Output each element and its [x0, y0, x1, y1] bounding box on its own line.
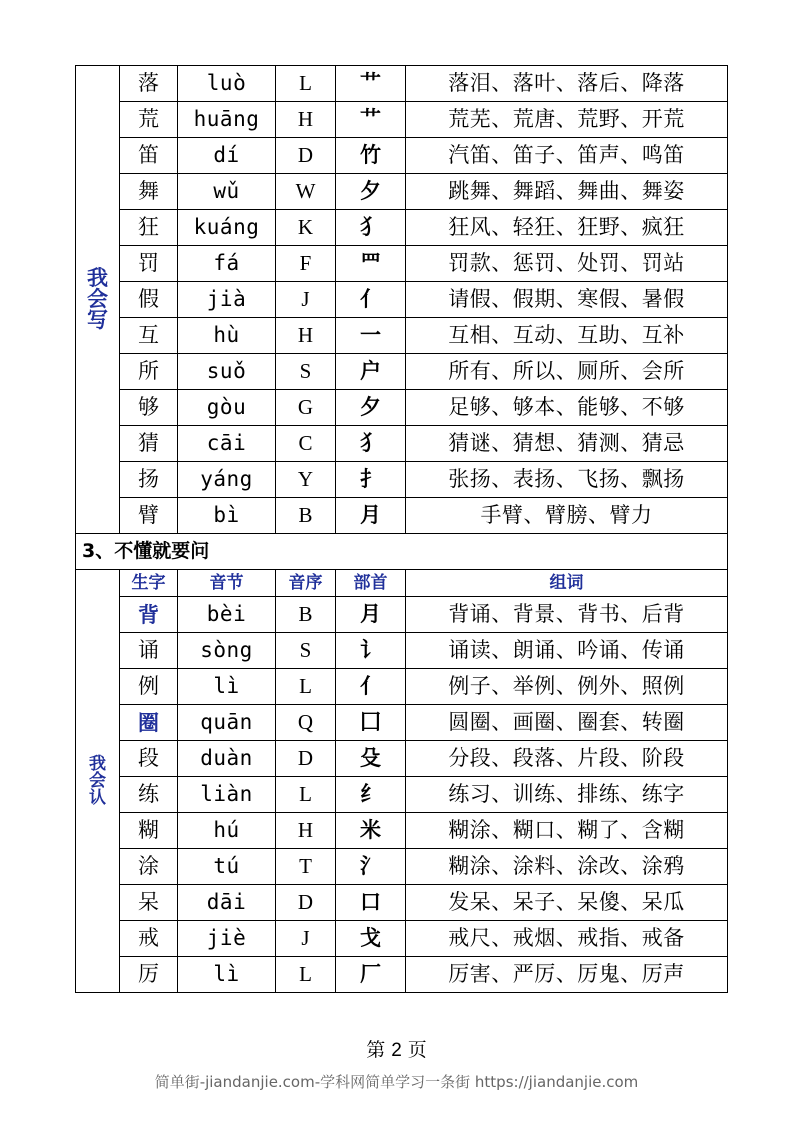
side-label-char: 认	[89, 787, 106, 808]
side-label	[76, 570, 120, 993]
word-group-cell: 所有、所以、厕所、会所	[406, 354, 728, 390]
phonetic-order-cell: H	[276, 813, 336, 849]
phonetic-order-cell: H	[276, 318, 336, 354]
table-row	[76, 390, 728, 426]
table-row	[76, 102, 728, 138]
pinyin-cell: huāng	[178, 102, 276, 138]
table-row	[76, 318, 728, 354]
character-cell: 呆	[120, 885, 178, 921]
side-label-char: 我	[89, 753, 106, 774]
radical-cell: 讠	[336, 633, 406, 669]
word-group-cell: 练习、训练、排练、练字	[406, 777, 728, 813]
word-group-cell: 糊涂、涂料、涂改、涂鸦	[406, 849, 728, 885]
character-cell: 所	[120, 354, 178, 390]
section-title-row	[76, 534, 728, 570]
side-label	[76, 66, 120, 534]
table-row	[76, 777, 728, 813]
radical-cell: 月	[336, 498, 406, 534]
phonetic-order-cell: D	[276, 138, 336, 174]
phonetic-order-cell: S	[276, 633, 336, 669]
radical-cell: 一	[336, 318, 406, 354]
radical-cell: 艹	[336, 66, 406, 102]
page-number: 第 2 页	[366, 1039, 427, 1061]
phonetic-order-cell: L	[276, 66, 336, 102]
table-row	[76, 705, 728, 741]
word-group-cell: 落泪、落叶、落后、降落	[406, 66, 728, 102]
radical-cell: 殳	[336, 741, 406, 777]
character-cell: 罚	[120, 246, 178, 282]
radical-cell: 亻	[336, 282, 406, 318]
character-cell: 狂	[120, 210, 178, 246]
character-cell: 扬	[120, 462, 178, 498]
radical-cell: 亻	[336, 669, 406, 705]
phonetic-order-cell: L	[276, 777, 336, 813]
phonetic-order-cell: H	[276, 102, 336, 138]
phonetic-order-cell: G	[276, 390, 336, 426]
pinyin-cell: kuáng	[178, 210, 276, 246]
character-cell: 荒	[120, 102, 178, 138]
phonetic-order-cell: T	[276, 849, 336, 885]
radical-cell: 厂	[336, 957, 406, 993]
side-label-char: 会	[89, 770, 106, 791]
radical-cell: 口	[336, 885, 406, 921]
pinyin-cell: bèi	[178, 597, 276, 633]
table-row	[76, 462, 728, 498]
table-row	[76, 498, 728, 534]
side-label-char: 写	[87, 308, 108, 332]
phonetic-order-cell: Y	[276, 462, 336, 498]
character-cell: 假	[120, 282, 178, 318]
character-cell: 圈	[120, 705, 178, 741]
pinyin-cell: jiè	[178, 921, 276, 957]
phonetic-order-cell: L	[276, 957, 336, 993]
character-cell: 涂	[120, 849, 178, 885]
character-cell: 练	[120, 777, 178, 813]
column-header-order: 音序	[276, 570, 336, 597]
word-group-cell: 狂风、轻狂、狂野、疯狂	[406, 210, 728, 246]
pinyin-cell: sòng	[178, 633, 276, 669]
word-group-cell: 糊涂、糊口、糊了、含糊	[406, 813, 728, 849]
phonetic-order-cell: J	[276, 921, 336, 957]
character-cell: 互	[120, 318, 178, 354]
radical-cell: 氵	[336, 849, 406, 885]
pinyin-cell: suǒ	[178, 354, 276, 390]
phonetic-order-cell: C	[276, 426, 336, 462]
pinyin-cell: luò	[178, 66, 276, 102]
radical-cell: 犭	[336, 426, 406, 462]
word-group-cell: 跳舞、舞蹈、舞曲、舞姿	[406, 174, 728, 210]
table-row	[76, 813, 728, 849]
word-group-cell: 诵读、朗诵、吟诵、传诵	[406, 633, 728, 669]
phonetic-order-cell: D	[276, 885, 336, 921]
character-cell: 落	[120, 66, 178, 102]
table-row	[76, 849, 728, 885]
pinyin-cell: quān	[178, 705, 276, 741]
table-row	[76, 921, 728, 957]
section-title: 3、不懂就要问	[76, 534, 728, 570]
radical-cell: 犭	[336, 210, 406, 246]
word-group-cell: 圆圈、画圈、圈套、转圈	[406, 705, 728, 741]
radical-cell: 竹	[336, 138, 406, 174]
pinyin-cell: dí	[178, 138, 276, 174]
character-cell: 笛	[120, 138, 178, 174]
character-cell: 背	[120, 597, 178, 633]
pinyin-cell: duàn	[178, 741, 276, 777]
table-row	[76, 138, 728, 174]
phonetic-order-cell: W	[276, 174, 336, 210]
table-row	[76, 426, 728, 462]
pinyin-cell: liàn	[178, 777, 276, 813]
radical-cell: 艹	[336, 102, 406, 138]
table-row	[76, 210, 728, 246]
pinyin-cell: gòu	[178, 390, 276, 426]
character-cell: 够	[120, 390, 178, 426]
header-row	[76, 570, 728, 597]
table-row	[76, 669, 728, 705]
pinyin-cell: hù	[178, 318, 276, 354]
table-row	[76, 633, 728, 669]
pinyin-cell: hú	[178, 813, 276, 849]
word-group-cell: 请假、假期、寒假、暑假	[406, 282, 728, 318]
table-row	[76, 957, 728, 993]
character-cell: 例	[120, 669, 178, 705]
phonetic-order-cell: S	[276, 354, 336, 390]
table-row	[76, 741, 728, 777]
radical-cell: 扌	[336, 462, 406, 498]
table-row	[76, 597, 728, 633]
word-group-cell: 分段、段落、片段、阶段	[406, 741, 728, 777]
table-row	[76, 174, 728, 210]
pinyin-cell: tú	[178, 849, 276, 885]
radical-cell: 戈	[336, 921, 406, 957]
word-group-cell: 手臂、臂膀、臂力	[406, 498, 728, 534]
word-group-cell: 背诵、背景、背书、后背	[406, 597, 728, 633]
table-row	[76, 885, 728, 921]
word-group-cell: 足够、够本、能够、不够	[406, 390, 728, 426]
word-group-cell: 例子、举例、例外、照例	[406, 669, 728, 705]
pinyin-cell: fá	[178, 246, 276, 282]
table-row	[76, 282, 728, 318]
radical-cell: 夕	[336, 174, 406, 210]
word-group-cell: 罚款、惩罚、处罚、罚站	[406, 246, 728, 282]
side-label-char: 会	[87, 287, 108, 311]
phonetic-order-cell: F	[276, 246, 336, 282]
word-group-cell: 互相、互动、互助、互补	[406, 318, 728, 354]
phonetic-order-cell: Q	[276, 705, 336, 741]
phonetic-order-cell: B	[276, 597, 336, 633]
word-group-cell: 汽笛、笛子、笛声、鸣笛	[406, 138, 728, 174]
character-cell: 舞	[120, 174, 178, 210]
side-label-char: 我	[87, 266, 108, 290]
radical-cell: 罒	[336, 246, 406, 282]
pinyin-cell: yáng	[178, 462, 276, 498]
radical-cell: 囗	[336, 705, 406, 741]
phonetic-order-cell: K	[276, 210, 336, 246]
pinyin-cell: bì	[178, 498, 276, 534]
word-group-cell: 荒芜、荒唐、荒野、开荒	[406, 102, 728, 138]
pinyin-cell: cāi	[178, 426, 276, 462]
radical-cell: 纟	[336, 777, 406, 813]
radical-cell: 夕	[336, 390, 406, 426]
word-group-cell: 张扬、表扬、飞扬、飘扬	[406, 462, 728, 498]
phonetic-order-cell: L	[276, 669, 336, 705]
table-row	[76, 246, 728, 282]
character-cell: 段	[120, 741, 178, 777]
column-header-pinyin: 音节	[178, 570, 276, 597]
pinyin-cell: lì	[178, 669, 276, 705]
table-row	[76, 354, 728, 390]
character-cell: 臂	[120, 498, 178, 534]
character-cell: 厉	[120, 957, 178, 993]
table-row	[76, 66, 728, 102]
pinyin-cell: jià	[178, 282, 276, 318]
radical-cell: 月	[336, 597, 406, 633]
word-group-cell: 厉害、严厉、厉鬼、厉声	[406, 957, 728, 993]
word-group-cell: 发呆、呆子、呆傻、呆瓜	[406, 885, 728, 921]
radical-cell: 户	[336, 354, 406, 390]
character-cell: 猜	[120, 426, 178, 462]
column-header-words: 组词	[406, 570, 728, 597]
character-cell: 戒	[120, 921, 178, 957]
character-cell: 诵	[120, 633, 178, 669]
pinyin-cell: wǔ	[178, 174, 276, 210]
pinyin-cell: lì	[178, 957, 276, 993]
column-header-radical: 部首	[336, 570, 406, 597]
phonetic-order-cell: D	[276, 741, 336, 777]
vocabulary-table	[75, 65, 728, 993]
pinyin-cell: dāi	[178, 885, 276, 921]
phonetic-order-cell: B	[276, 498, 336, 534]
phonetic-order-cell: J	[276, 282, 336, 318]
character-cell: 糊	[120, 813, 178, 849]
word-group-cell: 戒尺、戒烟、戒指、戒备	[406, 921, 728, 957]
radical-cell: 米	[336, 813, 406, 849]
column-header-char: 生字	[120, 570, 178, 597]
word-group-cell: 猜谜、猜想、猜测、猜忌	[406, 426, 728, 462]
footer-watermark: 简单街-jiandanjie.com-学科网简单学习一条街 https://jiandanjie.com	[154, 1073, 639, 1091]
